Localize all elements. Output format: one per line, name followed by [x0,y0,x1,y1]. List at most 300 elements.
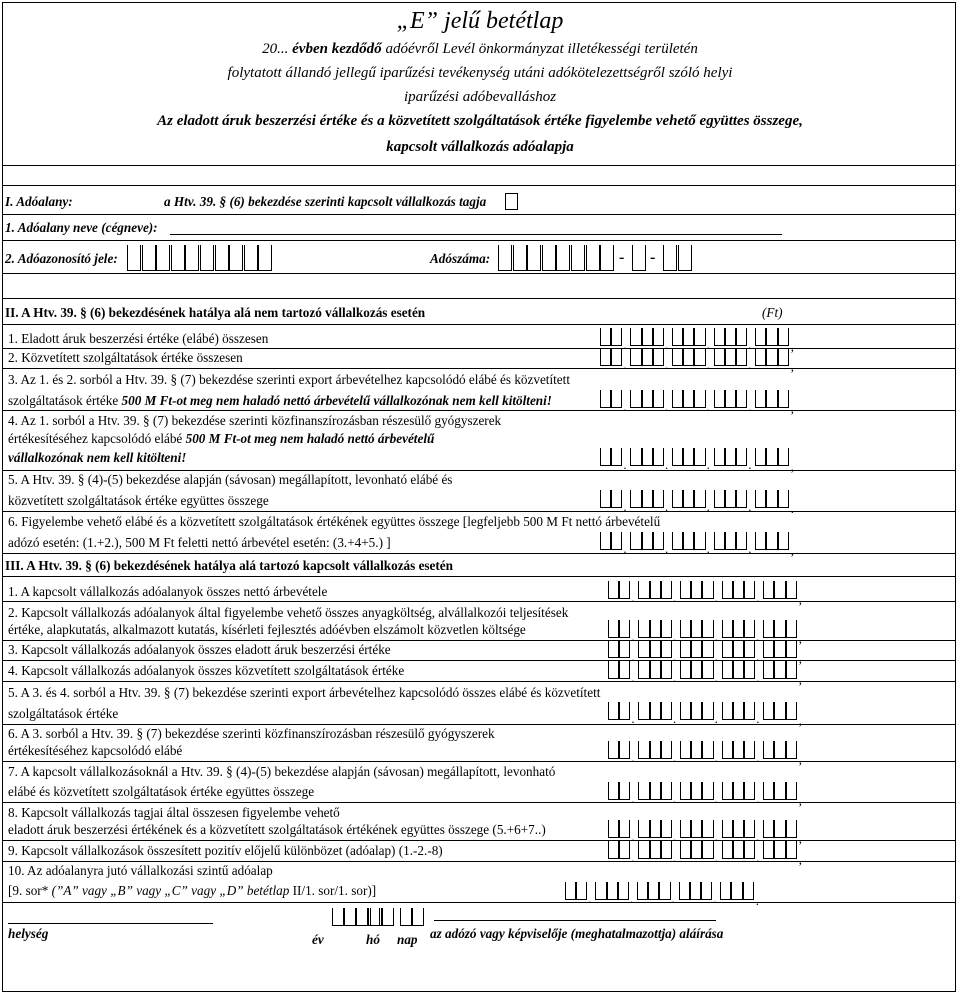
amount-digit-box[interactable] [714,490,725,508]
digit-box[interactable] [678,245,692,271]
digit-box[interactable] [513,245,527,271]
thousand-separator: . [673,590,677,605]
amount-digit-box[interactable] [694,448,705,466]
amount-digit-box[interactable] [733,620,744,638]
amount-digit-box[interactable] [683,390,694,408]
amount-digit-box[interactable] [642,328,653,346]
amount-digit-box[interactable] [733,640,744,658]
tax-number-label: Adószáma: [430,251,491,266]
amount-digit-box[interactable] [774,741,785,759]
amount-digit-box[interactable] [638,620,649,638]
amount-digit-box[interactable] [680,581,691,599]
amount-digit-box[interactable] [766,390,777,408]
amount-digit-box[interactable] [786,741,797,759]
amount-digit-box[interactable] [619,782,630,800]
divider [2,660,956,661]
year-digit-box[interactable] [344,908,356,926]
amount-digit-box[interactable] [778,490,789,508]
amount-digit-box[interactable] [680,661,691,679]
amount-digit-box[interactable] [774,640,785,658]
amount-digit-box[interactable] [642,490,653,508]
amount-digit-box[interactable] [725,532,736,550]
thousand-separator: . [665,457,669,472]
amount-digit-box[interactable] [722,702,733,720]
amount-digit-box[interactable] [630,448,641,466]
amount-digit-box[interactable] [691,581,702,599]
amount-digit-box[interactable] [733,741,744,759]
amount-digit-box[interactable] [755,490,766,508]
amount-digit-box[interactable] [725,490,736,508]
amount-digit-box[interactable] [650,820,661,838]
amount-digit-box[interactable] [736,448,747,466]
amount-digit-box[interactable] [778,348,789,366]
thousand-separator: . [706,541,710,556]
divider [2,273,956,274]
amount-digit-box[interactable] [774,820,785,838]
amount-digit-box[interactable] [630,532,641,550]
divider [2,185,956,186]
place-label: helység [8,926,49,941]
amount-digit-box[interactable] [619,581,630,599]
digit-box[interactable] [156,245,170,271]
amount-digit-box[interactable] [744,782,755,800]
amount-digit-box[interactable] [600,328,611,346]
amount-digit-box[interactable] [778,390,789,408]
amount-digit-box[interactable] [766,448,777,466]
amount-digit-box[interactable] [714,448,725,466]
year-digit-box[interactable] [332,908,344,926]
amount-digit-box[interactable] [763,620,774,638]
amount-digit-box[interactable] [763,841,774,859]
amount-digit-box[interactable] [680,820,691,838]
amount-digit-box[interactable] [619,640,630,658]
amount-digit-box[interactable] [702,841,713,859]
amount-digit-box[interactable] [619,620,630,638]
amount-digit-box[interactable] [786,661,797,679]
amount-digit-box[interactable] [763,640,774,658]
day-digit-box[interactable] [400,908,412,926]
thousand-separator: . [714,649,718,664]
amount-digit-box[interactable] [619,661,630,679]
digit-box[interactable] [127,245,141,271]
divider [2,410,956,411]
amount-digit-box[interactable] [653,532,664,550]
amount-digit-box[interactable] [733,702,744,720]
amount-digit-box[interactable] [650,782,661,800]
thousand-separator: . [756,590,760,605]
amount-digit-box[interactable] [763,661,774,679]
divider [2,840,956,841]
amount-digit-box[interactable] [691,741,702,759]
amount-digit-box[interactable] [702,702,713,720]
digit-box[interactable] [663,245,677,271]
amount-digit-box[interactable] [608,820,619,838]
amount-digit-box[interactable] [744,741,755,759]
amount-digit-box[interactable] [642,348,653,366]
thousand-separator: . [631,670,635,685]
amount-digit-box[interactable] [683,490,694,508]
amount-digit-box[interactable] [702,661,713,679]
month-digit-box[interactable] [382,908,394,926]
amount-digit-box[interactable] [576,882,587,900]
amount-digit-box[interactable] [702,782,713,800]
amount-digit-box[interactable] [694,390,705,408]
amount-digit-box[interactable] [661,741,672,759]
amount-digit-box[interactable] [736,328,747,346]
amount-digit-box[interactable] [786,640,797,658]
amount-digit-box[interactable] [755,390,766,408]
s3-row8: 8. Kapcsolt vállalkozás tagjai által összesen figyelembe vehető [8,805,340,820]
amount-digit-box[interactable] [733,782,744,800]
amount-digit-box[interactable] [786,581,797,599]
amount-digit-box[interactable] [642,390,653,408]
amount-digit-box[interactable] [650,640,661,658]
thousand-separator: . [630,891,634,906]
amount-digit-box[interactable] [766,328,777,346]
amount-digit-box[interactable] [725,448,736,466]
amount-digit-box[interactable] [733,581,744,599]
amount-digit-box[interactable] [691,782,702,800]
amount-digit-box[interactable] [774,782,785,800]
amount-digit-box[interactable] [619,820,630,838]
header-line-5: kapcsolt vállalkozás adóalapja [386,139,574,155]
month-digit-box[interactable] [370,908,382,926]
amount-digit-box[interactable] [714,348,725,366]
amount-digit-box[interactable] [648,882,659,900]
amount-digit-box[interactable] [661,841,672,859]
amount-digit-box[interactable] [774,620,785,638]
amount-digit-box[interactable] [694,348,705,366]
digit-box[interactable] [244,245,258,271]
amount-digit-box[interactable] [683,448,694,466]
amount-digit-box[interactable] [608,741,619,759]
amount-digit-box[interactable] [702,581,713,599]
amount-digit-box[interactable] [653,490,664,508]
amount-digit-box[interactable] [653,348,664,366]
divider [2,861,956,862]
thousand-separator: . [665,499,669,514]
amount-digit-box[interactable] [642,532,653,550]
amount-digit-box[interactable] [755,348,766,366]
amount-digit-box[interactable] [600,348,611,366]
amount-digit-box[interactable] [731,882,742,900]
thousand-separator: . [748,457,752,472]
amount-digit-box[interactable] [680,702,691,720]
amount-digit-box[interactable] [611,490,622,508]
amount-digit-box[interactable] [638,741,649,759]
amount-digit-box[interactable] [786,841,797,859]
amount-digit-box[interactable] [638,640,649,658]
amount-digit-box[interactable] [608,841,619,859]
amount-digit-box[interactable] [702,741,713,759]
amount-digit-box[interactable] [763,741,774,759]
digit-box[interactable] [527,245,541,271]
amount-digit-box[interactable] [672,490,683,508]
amount-digit-box[interactable] [630,348,641,366]
amount-digit-box[interactable] [714,532,725,550]
amount-digit-box[interactable] [661,640,672,658]
divider [2,470,956,471]
thousand-separator: . [623,541,627,556]
amount-digit-box[interactable] [600,532,611,550]
amount-digit-box[interactable] [720,882,731,900]
amount-digit-box[interactable] [725,328,736,346]
amount-digit-box[interactable] [683,328,694,346]
decimal-separator: . [790,501,795,516]
amount-digit-box[interactable] [672,328,683,346]
amount-digit-box[interactable] [763,581,774,599]
thousand-separator: . [631,850,635,865]
member-checkbox[interactable] [505,193,518,210]
decimal-separator: , [798,672,803,687]
digit-box[interactable] [185,245,199,271]
digit-box[interactable] [556,245,570,271]
thousand-separator: . [714,791,718,806]
amount-digit-box[interactable] [691,702,702,720]
amount-digit-box[interactable] [637,882,648,900]
amount-digit-box[interactable] [786,620,797,638]
amount-digit-box[interactable] [736,390,747,408]
amount-digit-box[interactable] [774,841,785,859]
amount-digit-box[interactable] [701,882,712,900]
amount-digit-box[interactable] [680,620,691,638]
digit-box[interactable] [632,245,646,271]
amount-digit-box[interactable] [786,702,797,720]
amount-digit-box[interactable] [774,702,785,720]
digit-box[interactable] [542,245,556,271]
amount-digit-box[interactable] [661,702,672,720]
amount-digit-box[interactable] [680,640,691,658]
amount-digit-box[interactable] [744,620,755,638]
amount-digit-box[interactable] [774,581,785,599]
amount-digit-box[interactable] [653,328,664,346]
amount-digit-box[interactable] [733,661,744,679]
amount-digit-box[interactable] [680,741,691,759]
amount-digit-box[interactable] [638,581,649,599]
amount-digit-box[interactable] [607,882,618,900]
amount-digit-box[interactable] [722,581,733,599]
amount-digit-box[interactable] [763,702,774,720]
amount-digit-box[interactable] [619,841,630,859]
amount-digit-box[interactable] [766,490,777,508]
amount-digit-box[interactable] [744,841,755,859]
amount-digit-box[interactable] [653,448,664,466]
amount-digit-box[interactable] [600,448,611,466]
amount-digit-box[interactable] [763,820,774,838]
amount-digit-box[interactable] [650,741,661,759]
amount-digit-box[interactable] [744,640,755,658]
amount-digit-box[interactable] [608,782,619,800]
amount-digit-box[interactable] [680,782,691,800]
s2-row6: 6. Figyelembe vehető elábé és a közvetített szolgáltatások értékének együttes összege [legfeljebb 500 M Ft nettó árbevételű [8,514,661,529]
amount-digit-box[interactable] [691,820,702,838]
amount-digit-box[interactable] [595,882,606,900]
amount-digit-box[interactable] [672,532,683,550]
amount-digit-box[interactable] [722,620,733,638]
amount-digit-box[interactable] [778,448,789,466]
thousand-separator: . [756,850,760,865]
amount-digit-box[interactable] [733,820,744,838]
amount-digit-box[interactable] [690,882,701,900]
decimal-separator: , [798,793,803,808]
amount-digit-box[interactable] [672,390,683,408]
divider [2,902,956,903]
amount-digit-box[interactable] [661,820,672,838]
amount-digit-box[interactable] [778,328,789,346]
amount-digit-box[interactable] [786,782,797,800]
divider [2,240,956,241]
day-digit-box[interactable] [412,908,424,926]
amount-digit-box[interactable] [736,348,747,366]
amount-digit-box[interactable] [722,841,733,859]
thousand-separator: . [714,629,718,644]
amount-digit-box[interactable] [694,328,705,346]
thousand-separator: . [623,457,627,472]
thousand-separator: . [673,750,677,765]
signature-line[interactable] [434,920,716,921]
amount-digit-box[interactable] [638,661,649,679]
thousand-separator: . [631,829,635,844]
digit-box[interactable] [258,245,272,271]
digit-box[interactable] [200,245,214,271]
amount-digit-box[interactable] [638,702,649,720]
digit-box[interactable] [215,245,229,271]
thousand-separator: . [665,541,669,556]
amount-digit-box[interactable] [650,841,661,859]
thousand-separator: . [665,337,669,352]
digit-box[interactable] [142,245,156,271]
amount-digit-box[interactable] [755,328,766,346]
amount-digit-box[interactable] [766,532,777,550]
amount-digit-box[interactable] [691,841,702,859]
digit-box[interactable] [571,245,585,271]
amount-digit-box[interactable] [672,448,683,466]
amount-digit-box[interactable] [736,532,747,550]
amount-digit-box[interactable] [744,820,755,838]
amount-digit-box[interactable] [774,661,785,679]
amount-digit-box[interactable] [650,581,661,599]
amount-digit-box[interactable] [608,661,619,679]
amount-digit-box[interactable] [694,490,705,508]
s3-row10: 10. Az adóalanyra jutó vállalkozási szintű adóalap [8,863,273,878]
amount-digit-box[interactable] [619,741,630,759]
amount-digit-box[interactable] [743,882,754,900]
amount-digit-box[interactable] [653,390,664,408]
amount-digit-box[interactable] [600,390,611,408]
amount-digit-box[interactable] [630,490,641,508]
amount-digit-box[interactable] [702,620,713,638]
amount-digit-box[interactable] [608,581,619,599]
amount-digit-box[interactable] [763,782,774,800]
digit-box[interactable] [586,245,600,271]
amount-digit-box[interactable] [650,620,661,638]
amount-digit-box[interactable] [755,448,766,466]
amount-digit-box[interactable] [691,640,702,658]
thousand-separator: . [673,649,677,664]
amount-digit-box[interactable] [661,661,672,679]
amount-digit-box[interactable] [683,348,694,366]
amount-digit-box[interactable] [733,841,744,859]
amount-digit-box[interactable] [611,348,622,366]
thousand-separator: . [748,499,752,514]
amount-digit-box[interactable] [722,820,733,838]
amount-digit-box[interactable] [619,702,630,720]
amount-digit-box[interactable] [638,782,649,800]
amount-digit-box[interactable] [744,702,755,720]
thousand-separator: . [631,791,635,806]
year-digit-box[interactable] [356,908,368,926]
amount-digit-box[interactable] [683,532,694,550]
amount-digit-box[interactable] [618,882,629,900]
digit-box[interactable] [229,245,243,271]
amount-digit-box[interactable] [659,882,670,900]
digit-box[interactable] [498,245,512,271]
amount-digit-box[interactable] [661,581,672,599]
amount-digit-box[interactable] [766,348,777,366]
amount-digit-box[interactable] [680,841,691,859]
name-field[interactable] [170,234,782,235]
amount-digit-box[interactable] [611,390,622,408]
amount-digit-box[interactable] [722,640,733,658]
amount-digit-box[interactable] [714,328,725,346]
amount-digit-box[interactable] [702,640,713,658]
amount-digit-box[interactable] [694,532,705,550]
thousand-separator: . [623,399,627,414]
amount-digit-box[interactable] [702,820,713,838]
amount-digit-box[interactable] [642,448,653,466]
amount-digit-box[interactable] [691,620,702,638]
amount-digit-box[interactable] [608,620,619,638]
amount-digit-box[interactable] [691,661,702,679]
amount-digit-box[interactable] [722,741,733,759]
amount-digit-box[interactable] [722,661,733,679]
amount-digit-box[interactable] [672,348,683,366]
digit-box[interactable] [171,245,185,271]
amount-digit-box[interactable] [638,820,649,838]
amount-digit-box[interactable] [630,328,641,346]
amount-digit-box[interactable] [736,490,747,508]
thousand-separator: . [748,541,752,556]
amount-digit-box[interactable] [608,702,619,720]
amount-digit-box[interactable] [611,448,622,466]
amount-digit-box[interactable] [778,532,789,550]
place-line[interactable] [8,923,213,924]
amount-digit-box[interactable] [611,532,622,550]
amount-digit-box[interactable] [650,702,661,720]
amount-digit-box[interactable] [608,640,619,658]
decimal-separator: , [798,831,803,846]
digit-box[interactable] [600,245,614,271]
thousand-separator: . [748,357,752,372]
amount-digit-box[interactable] [661,620,672,638]
amount-digit-box[interactable] [661,782,672,800]
amount-digit-box[interactable] [725,390,736,408]
amount-digit-box[interactable] [611,328,622,346]
amount-digit-box[interactable] [679,882,690,900]
amount-digit-box[interactable] [650,661,661,679]
amount-digit-box[interactable] [744,661,755,679]
amount-digit-box[interactable] [565,882,576,900]
amount-digit-box[interactable] [786,820,797,838]
amount-digit-box[interactable] [744,581,755,599]
amount-digit-box[interactable] [630,390,641,408]
amount-digit-box[interactable] [600,490,611,508]
amount-digit-box[interactable] [725,348,736,366]
amount-digit-box[interactable] [638,841,649,859]
amount-digit-box[interactable] [755,532,766,550]
amount-digit-box[interactable] [714,390,725,408]
amount-digit-box[interactable] [722,782,733,800]
